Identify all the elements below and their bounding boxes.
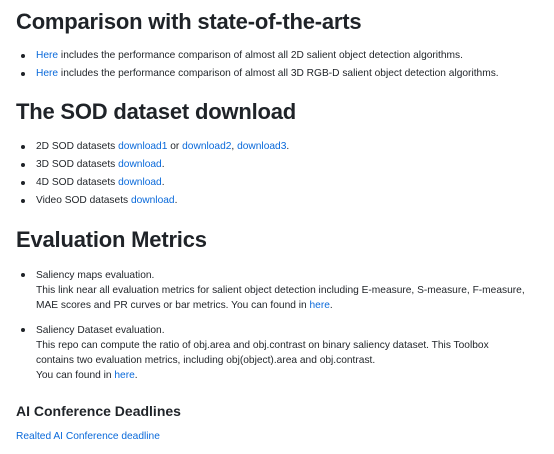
list-item-text: This link near all evaluation metrics for salient object detection including E-measure, S-measure, F-measure, bbox=[36, 285, 525, 296]
list-item-text: 4D SOD datasets bbox=[36, 177, 119, 188]
list-item-text: . bbox=[161, 159, 165, 170]
list-item bbox=[16, 176, 546, 190]
list-item-text: You can found in bbox=[36, 370, 115, 381]
bullet-icon bbox=[21, 199, 25, 203]
list-item bbox=[16, 67, 546, 81]
bullet-icon bbox=[21, 72, 25, 76]
comparison-list bbox=[16, 49, 546, 85]
link-here-saliency-dataset[interactable]: here bbox=[114, 370, 135, 381]
list-item-text: . bbox=[161, 177, 165, 188]
bullet-icon bbox=[21, 163, 25, 167]
bullet-icon bbox=[21, 273, 25, 277]
sod-download-list bbox=[16, 140, 546, 212]
list-item bbox=[16, 140, 546, 154]
link-ai-conference-deadline[interactable]: Realted AI Conference deadline bbox=[16, 431, 160, 442]
link-download-4d[interactable]: download bbox=[118, 177, 162, 188]
list-item bbox=[16, 49, 546, 63]
list-item bbox=[16, 268, 548, 313]
bullet-icon bbox=[21, 328, 25, 332]
ai-deadline-line bbox=[16, 430, 160, 444]
heading-evaluation-metrics: Evaluation Metrics bbox=[16, 227, 207, 252]
link-download-3d[interactable]: download bbox=[118, 159, 162, 170]
link-download-video[interactable]: download bbox=[130, 195, 175, 206]
list-item-text: includes the performance comparison of almost all 3D RGB-D salient object detection algorithms. bbox=[58, 68, 499, 79]
evaluation-list bbox=[16, 268, 548, 393]
list-item-text: or bbox=[167, 141, 183, 152]
list-item bbox=[16, 194, 546, 208]
list-item-text: 2D SOD datasets bbox=[36, 141, 119, 152]
list-item-text: 3D SOD datasets bbox=[36, 159, 119, 170]
list-item-text: . bbox=[134, 370, 138, 381]
list-item-text: . bbox=[286, 141, 290, 152]
link-here-2d[interactable]: Here bbox=[36, 50, 59, 61]
heading-ai-conference-deadlines: AI Conference Deadlines bbox=[16, 403, 181, 419]
list-item-text: . bbox=[174, 195, 178, 206]
link-download2[interactable]: download2 bbox=[182, 141, 232, 152]
list-item bbox=[16, 323, 548, 383]
bullet-icon bbox=[21, 181, 25, 185]
link-download3[interactable]: download3 bbox=[237, 141, 287, 152]
list-item-title: Saliency maps evaluation. bbox=[36, 270, 155, 281]
link-here-saliency-maps[interactable]: here bbox=[309, 300, 330, 311]
list-item-title: Saliency Dataset evaluation. bbox=[36, 325, 165, 336]
bullet-icon bbox=[21, 145, 25, 149]
bullet-icon bbox=[21, 54, 25, 58]
heading-sod-download: The SOD dataset download bbox=[16, 99, 297, 124]
list-item bbox=[16, 158, 546, 172]
list-item-text: . bbox=[329, 300, 333, 311]
list-item-text: MAE scores and PR curves or bar metrics. You can found in bbox=[36, 300, 310, 311]
list-item-text: Video SOD datasets bbox=[36, 195, 131, 206]
link-download1[interactable]: download1 bbox=[118, 141, 168, 152]
heading-comparison: Comparison with state-of-the-arts bbox=[16, 9, 362, 34]
link-here-3d[interactable]: Here bbox=[36, 68, 59, 79]
list-item-text: contains two evaluation metrics, including obj(object).area and obj.contrast. bbox=[36, 355, 376, 366]
list-item-text: This repo can compute the ratio of obj.area and obj.contrast on binary saliency dataset. This Toolbox bbox=[36, 340, 489, 351]
list-item-text: , bbox=[231, 141, 238, 152]
list-item-text: includes the performance comparison of almost all 2D salient object detection algorithms. bbox=[58, 50, 463, 61]
